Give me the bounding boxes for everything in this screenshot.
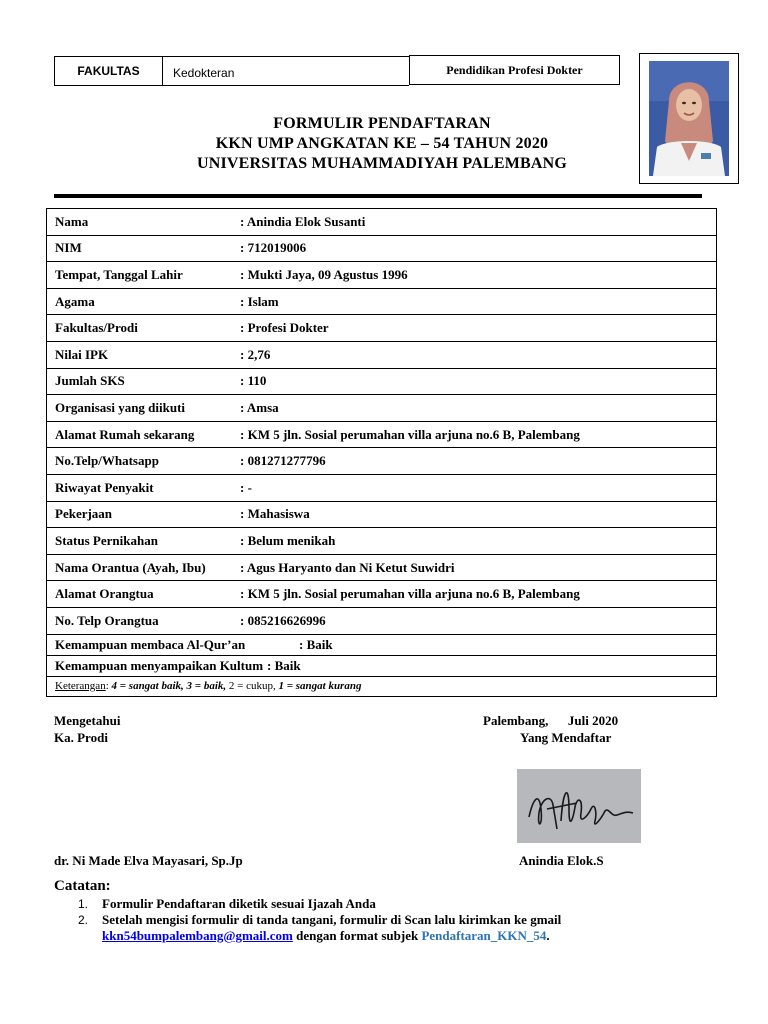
form-row-kultum — [47, 656, 716, 677]
title-line-2: KKN UMP ANGKATAN KE – 54 TAHUN 2020 — [215, 135, 549, 152]
form-row-alamat-orangtua — [47, 581, 716, 608]
row-value: : 085216626996 — [240, 612, 326, 628]
form-row-agama — [47, 289, 716, 316]
row-label: No. Telp Orangtua — [55, 612, 159, 628]
form-row-quran — [47, 635, 716, 656]
row-label: Status Pernikahan — [55, 532, 158, 548]
email-subject: Pendaftaran_KKN_54 — [421, 928, 547, 943]
place: Palembang, — [483, 713, 549, 728]
row-value: : 712019006 — [240, 240, 307, 256]
row-label: Tempat, Tanggal Lahir — [55, 266, 183, 282]
row-label: Riwayat Penyakit — [55, 479, 154, 495]
ka-prodi-label: Ka. Prodi — [54, 730, 108, 745]
row-label: Nama Orantua (Ayah, Ibu) — [55, 559, 206, 575]
row-label: Nama — [55, 213, 89, 229]
email-link[interactable]: kkn54bumpalembang@gmail.com — [102, 928, 293, 943]
form-row-sks — [47, 369, 716, 396]
keterangan-2: 2 = cukup, — [228, 680, 276, 692]
note-item — [78, 896, 678, 912]
row-value: : Amsa — [240, 399, 279, 415]
row-label: Pekerjaan — [55, 506, 113, 522]
row-label: Nilai IPK — [55, 346, 109, 362]
mengetahui-label: Mengetahui — [54, 713, 121, 728]
form-row-telp-orangtua — [47, 608, 716, 635]
title-line-1: FORMULIR PENDAFTARAN — [273, 115, 491, 132]
row-label: Kemampuan menyampaikan Kultum — [55, 657, 264, 673]
keterangan-colon: : — [105, 680, 112, 692]
row-label: Jumlah SKS — [55, 373, 125, 389]
row-label: Fakultas/Prodi — [55, 320, 138, 336]
form-row-ipk — [47, 342, 716, 369]
row-value: : 110 — [240, 373, 267, 389]
registrant-name: Anindia Elok.S — [519, 853, 604, 868]
row-label: Kemampuan membaca Al-Qur’an — [55, 636, 246, 652]
program-name: Pendidikan Profesi Dokter — [409, 55, 620, 85]
faculty-label: FAKULTAS — [54, 56, 162, 86]
row-label: Alamat Rumah sekarang — [55, 426, 195, 442]
place-date — [483, 712, 618, 729]
signature-image — [517, 769, 641, 843]
keterangan-label: Keterangan — [55, 680, 106, 692]
note-text — [102, 912, 678, 944]
keterangan-4: 4 = sangat baik, — [111, 680, 184, 692]
row-value: : Baik — [299, 636, 333, 652]
form-row-nama — [47, 209, 716, 236]
form-row-ttl — [47, 262, 716, 289]
row-label: Alamat Orangtua — [55, 586, 154, 602]
form-row-status — [47, 528, 716, 555]
note-text: Formulir Pendaftaran diketik sesuai Ijazah Anda — [102, 896, 376, 911]
form-row-keterangan — [47, 677, 716, 697]
row-value: : Anindia Elok Susanti — [240, 213, 366, 229]
row-label: Agama — [55, 293, 95, 309]
row-value: : Mukti Jaya, 09 Agustus 1996 — [240, 266, 408, 282]
prodi-head-name: dr. Ni Made Elva Mayasari, Sp.Jp — [54, 853, 243, 868]
row-value: : Agus Haryanto dan Ni Ketut Suwidri — [240, 559, 455, 575]
row-value: : 081271277796 — [240, 453, 326, 469]
notes-list — [78, 896, 678, 944]
form-row-pekerjaan — [47, 502, 716, 529]
catatan-title: Catatan: — [54, 878, 111, 894]
form-row-telp — [47, 448, 716, 475]
row-value: : KM 5 jln. Sosial perumahan villa arjuna no.6 B, Palembang — [240, 586, 580, 602]
note-2-text: Setelah mengisi formulir di tanda tangani, formulir di Scan lalu kirimkan ke gmail — [102, 912, 562, 927]
signature-scribble — [517, 769, 641, 843]
row-value: : Belum menikah — [240, 532, 336, 548]
keterangan-3: 3 = baik, — [186, 680, 227, 692]
form-row-alamat — [47, 422, 716, 449]
yang-mendaftar-label: Yang Mendaftar — [520, 730, 612, 745]
row-value: : Mahasiswa — [240, 506, 310, 522]
form-row-nim — [47, 236, 716, 263]
date: Juli 2020 — [567, 713, 619, 728]
note-number: 2. — [78, 913, 89, 927]
form-row-prodi — [47, 315, 716, 342]
faculty-header-table — [54, 56, 620, 86]
keterangan-1: 1 = sangat kurang — [278, 680, 362, 692]
row-label: Organisasi yang diikuti — [55, 399, 186, 415]
row-value: : Islam — [240, 293, 279, 309]
row-value: : - — [240, 479, 252, 495]
form-title — [54, 114, 710, 174]
registration-form-table — [46, 208, 717, 697]
approval-block — [54, 712, 120, 746]
row-value: : Baik — [267, 657, 301, 673]
note-2-format: dengan format subjek — [296, 928, 419, 943]
note-number: 1. — [78, 897, 89, 911]
form-row-organisasi — [47, 395, 716, 422]
form-row-orangtua — [47, 555, 716, 582]
faculty-value: Kedokteran — [162, 56, 409, 86]
note-item — [78, 912, 678, 944]
form-row-penyakit — [47, 475, 716, 502]
title-line-3: UNIVERSITAS MUHAMMADIYAH PALEMBANG — [196, 155, 568, 172]
row-value: : KM 5 jln. Sosial perumahan villa arjuna no.6 B, Palembang — [240, 426, 580, 442]
row-value: : Profesi Dokter — [240, 320, 329, 336]
title-divider — [54, 194, 702, 198]
note-2-period: . — [546, 928, 550, 943]
row-label: No.Telp/Whatsapp — [55, 453, 159, 469]
row-value: : 2,76 — [240, 346, 271, 362]
row-label: NIM — [55, 240, 82, 256]
